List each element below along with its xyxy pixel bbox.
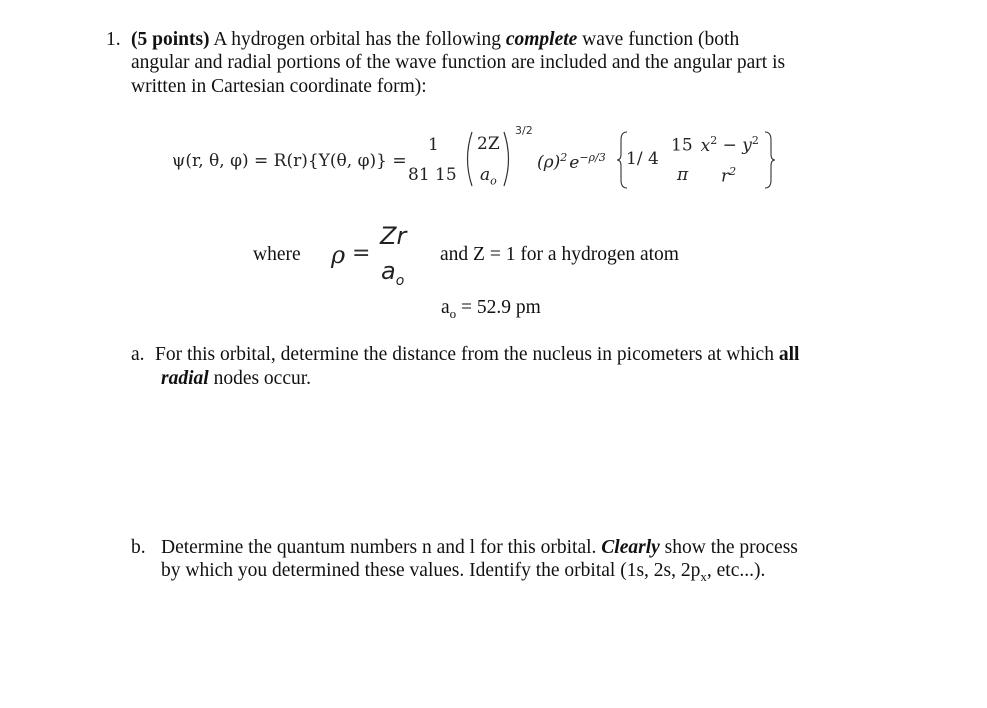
ang-r: r <box>721 166 730 187</box>
angular-numerator <box>671 134 759 156</box>
rho-paren: (ρ) <box>537 152 561 173</box>
part-b-sub-x: x <box>700 568 707 584</box>
problem-number: 1. <box>106 29 121 50</box>
bohr-value: = 52.9 pm <box>456 297 541 318</box>
part-a-all: all <box>778 344 800 365</box>
left-paren <box>462 130 474 188</box>
ang-y: y <box>742 135 752 156</box>
part-a-radial: radial <box>161 368 209 389</box>
where-numerator: Zr <box>380 222 407 250</box>
part-b-text-a: Determine the quantum numbers n and l for this orbital. <box>161 537 602 558</box>
part-a-line2 <box>161 367 311 391</box>
ang-x: x <box>700 135 711 156</box>
ang-y-exp: 2 <box>751 134 759 147</box>
where-denominator <box>381 257 404 289</box>
where-den-sub: o <box>395 272 405 289</box>
part-a-text-b: nodes occur. <box>208 368 312 389</box>
part-a-text: For this orbital, determine the distance from the nucleus in picometers at which <box>155 344 779 365</box>
angular-denominator-r <box>721 165 736 187</box>
frac1-numerator: 1 <box>428 135 439 155</box>
part-b-text-b: show the process <box>659 537 798 558</box>
right-curly-brace <box>763 130 775 190</box>
problem-intro-line1 <box>131 28 739 52</box>
frac2-numerator: 2Z <box>477 134 500 154</box>
equation-lhs: ψ(r, θ, φ) = R(r){Y(θ, φ)} = <box>172 151 407 171</box>
part-a-label: a. <box>131 344 145 365</box>
intro-text-b: wave function (both <box>577 29 740 50</box>
hydrogen-note: and Z = 1 for a hydrogen atom <box>440 244 679 265</box>
ang-minus: − <box>717 135 743 156</box>
part-b-label: b. <box>131 537 146 558</box>
exp-e: e <box>569 152 580 173</box>
problem-intro-line2: angular and radial portions of the wave function are included and the angular part is <box>131 52 786 73</box>
bohr-a: a <box>441 297 450 318</box>
angular-denominator-pi: π <box>677 165 689 185</box>
points-label: (5 points) <box>131 29 210 50</box>
frac2-den-a: a <box>480 165 491 185</box>
problem-intro-line3: written in Cartesian coordinate form): <box>131 76 427 97</box>
part-b-line1 <box>161 536 798 560</box>
part-b-line2-b: , etc...). <box>706 560 766 581</box>
ang-15: 15 <box>671 135 693 156</box>
part-b-line2 <box>161 559 765 589</box>
bohr-radius <box>441 296 541 326</box>
rho-square: 2 <box>560 151 568 164</box>
part-a-line1 <box>155 343 799 367</box>
frac2-denominator <box>480 165 497 187</box>
intro-text-a: A hydrogen orbital has the following <box>209 29 506 50</box>
ang-x-exp: 2 <box>710 134 718 147</box>
frac1-denominator: 81 15 <box>408 165 457 185</box>
bohr-sub: o <box>449 305 457 321</box>
right-paren <box>502 130 514 188</box>
complete-emphasis: complete <box>505 29 578 50</box>
rho-term <box>537 151 606 173</box>
part-b-clearly: Clearly <box>601 537 660 558</box>
exp-power: −ρ/3 <box>579 151 606 164</box>
where-equals: = <box>352 241 371 266</box>
part-b-line2-a: by which you determined these values. Identify the orbital (1s, 2s, 2p <box>161 560 701 581</box>
where-den-a: a <box>381 257 396 285</box>
where-label: where <box>253 244 301 265</box>
exponent-three-halves: 3/2 <box>515 124 533 137</box>
quarter-factor: 1/ 4 <box>626 149 659 169</box>
ang-r-exp: 2 <box>729 165 737 178</box>
frac2-den-sub: o <box>490 174 497 188</box>
where-rho: ρ <box>331 241 346 269</box>
